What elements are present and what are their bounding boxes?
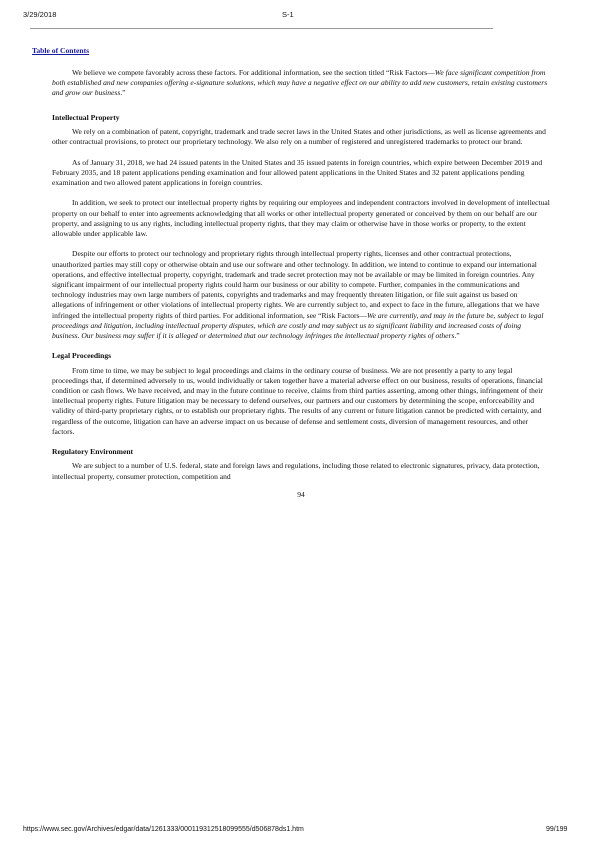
print-page-count: 99/199 — [546, 826, 568, 833]
regulatory-paragraph-1: We are subject to a number of U.S. federal, state and foreign laws and regulations, including those related to electronic signatures, privacy, data protection, intellectual property, consumer protection, competition and — [52, 461, 540, 481]
table-of-contents-link[interactable]: Table of Contents — [32, 46, 90, 55]
section-heading-legal-proceedings: Legal Proceedings — [52, 351, 112, 361]
document-body — [52, 68, 550, 500]
print-date: 3/29/2018 — [23, 10, 57, 19]
ip-paragraph-1: We rely on a combination of patent, copyright, trademark and trade secret laws in the United States and other jurisdictions, as well as license agreements and other contractual provisions, to protect our proprietary technology. We also rely on a number of registered and unregistered trademarks to protect our brand. — [52, 127, 546, 147]
source-url: https://www.sec.gov/Archives/edgar/data/1261333/000119312518099555/d506878ds1.htm — [23, 826, 304, 833]
page-number: 94 — [297, 489, 305, 499]
ip-paragraph-4: Despite our efforts to protect our technology and proprietary rights through intellectual property rights, licenses and other contractual protections, unauthorized parties may still copy or otherwise obtain and use our software and other technology. In addition, we intend to continue to expand our international operations, and effective intellectual property, copyright, trademark and trade secret protection may not be available or may be limited in foreign countries. Any significant impairment of our intellectual property rights could harm our business or our ability to compete. Further, companies in the communications and technology industries may own large numbers of patents, copyrights and trademarks and may frequently threaten litigation, or file suit against us based on allegations of infringement or other violations of intellectual property rights. We are currently subject to, and expect to face in the future, allegations that we have infringed the intellectual property rights of third parties. For additional information, see “Risk Factors—We are currently, and may in the future be, subject to legal proceedings and litigation, including intellectual property disputes, which are costly and may subject us to significant liability and increased costs of doing business. Our business may suffer if it is alleged or determined that our technology infringes the intellectual property rights of others.” — [52, 249, 544, 341]
ip-paragraph-3: In addition, we seek to protect our intellectual property rights by requiring our employees and independent contractors involved in development of intellectual property on our behalf to enter into agreements acknowledging that all works or other intellectual property generated or conceived by them on our behalf are our property, and assigning to us any rights, including intellectual property rights, that they may claim or otherwise have in those works or property, to the extent allowable under applicable law. — [52, 198, 550, 238]
legal-paragraph-1: From time to time, we may be subject to legal proceedings and claims in the ordinary course of business. We are not presently a party to any legal proceedings that, if determined adversely to us, would individually or taken together have a material adverse effect on our business, results of operations, financial condition or cash flows. We have received, and may in the future continue to receive, claims from third parties asserting, among other things, infringement of their intellectual property rights. Future litigation may be necessary to defend ourselves, our partners and our customers by determining the scope, enforceability and validity of third-party proprietary rights, or to establish our proprietary rights. The results of any current or future litigation cannot be predicted with certainty, and regardless of the outcome, litigation can have an adverse impact on us because of defense and settlement costs, diversion of management resources, and other factors. — [52, 365, 543, 436]
section-heading-intellectual-property: Intellectual Property — [52, 112, 120, 122]
ip-paragraph-2: As of January 31, 2018, we had 24 issued patents in the United States and 35 issued patents in foreign countries, which expire between December 2019 and February 2035, and 18 patent applications pending examination and four allowed patent applications in the United States and 32 patent applications pending examination and two allowed patent applications in foreign countries. — [52, 157, 543, 187]
header-divider — [30, 28, 493, 29]
section-heading-regulatory-environment: Regulatory Environment — [52, 447, 134, 457]
intro-paragraph: We believe we compete favorably across these factors. For additional information, see the section titled “Risk Factors—We face significant competition from both established and new companies offering e-signature solutions, which may have a negative effect on our ability to add new customers, retain existing customers and grow our business.” — [52, 68, 548, 98]
document-title: S-1 — [282, 10, 294, 19]
